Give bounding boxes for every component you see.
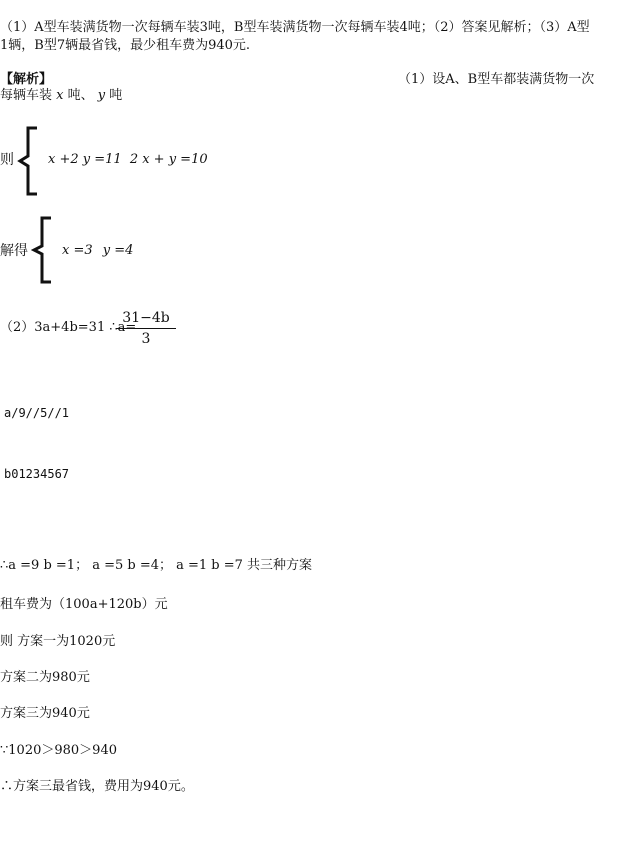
answer-line-1: （1）A型车装满货物一次每辆车装3吨，B型车装满货物一次每辆车装4吨；（2）答案见解析；（3）A型 [0, 20, 590, 35]
var-x: x [56, 88, 64, 103]
system-equations [48, 152, 208, 168]
fraction-numerator: 31−4b [116, 310, 176, 329]
ton-end-text: 吨 [109, 88, 123, 103]
analysis-heading: 【解析】 [0, 72, 53, 87]
then-label: 则 [0, 152, 14, 168]
equation-2: 2 x + y =10 [129, 152, 208, 167]
comparison: ∵1020＞980＞940 [0, 743, 117, 758]
var-y: y [97, 88, 106, 103]
solution-y: y =4 [102, 243, 134, 258]
final-answer: ∴方案三最省钱，费用为940元。 [0, 779, 194, 794]
plan-3: 方案三为940元 [0, 706, 90, 721]
fraction-denominator: 3 [141, 331, 151, 347]
solution-x: x =3 [62, 243, 93, 258]
plan-2: 方案二为980元 [0, 670, 90, 685]
plan-1: 则 方案一为1020元 [0, 634, 116, 649]
conclusion-line: ∴a =9 b =1； a =5 b =4； a =1 b =7 共三种方案 [0, 558, 313, 573]
answer-line-2: 1辆，B型7辆最省钱，最少租车费为940元. [0, 38, 251, 53]
intro-text: 每辆车装 [0, 88, 53, 103]
part1-intro-cont [0, 88, 122, 104]
table-row-b: b01234567 [4, 467, 70, 481]
table-row-a: a/9//5//1 [4, 406, 70, 420]
ton-y-text: 吨、 [67, 88, 94, 103]
rent-formula: 租车费为（100a+120b）元 [0, 597, 168, 612]
part2-prefix: （2）3a+4b=31 ∴a= [0, 320, 137, 335]
left-brace-1 [17, 126, 41, 196]
solve-label: 解得 [0, 243, 28, 259]
part1-intro: （1）设A、B型车都装满货物一次 [398, 72, 595, 87]
solution [62, 243, 133, 259]
fraction [116, 310, 176, 347]
equation-1: x +2 y =11 [48, 152, 122, 167]
left-brace-2 [31, 216, 55, 284]
